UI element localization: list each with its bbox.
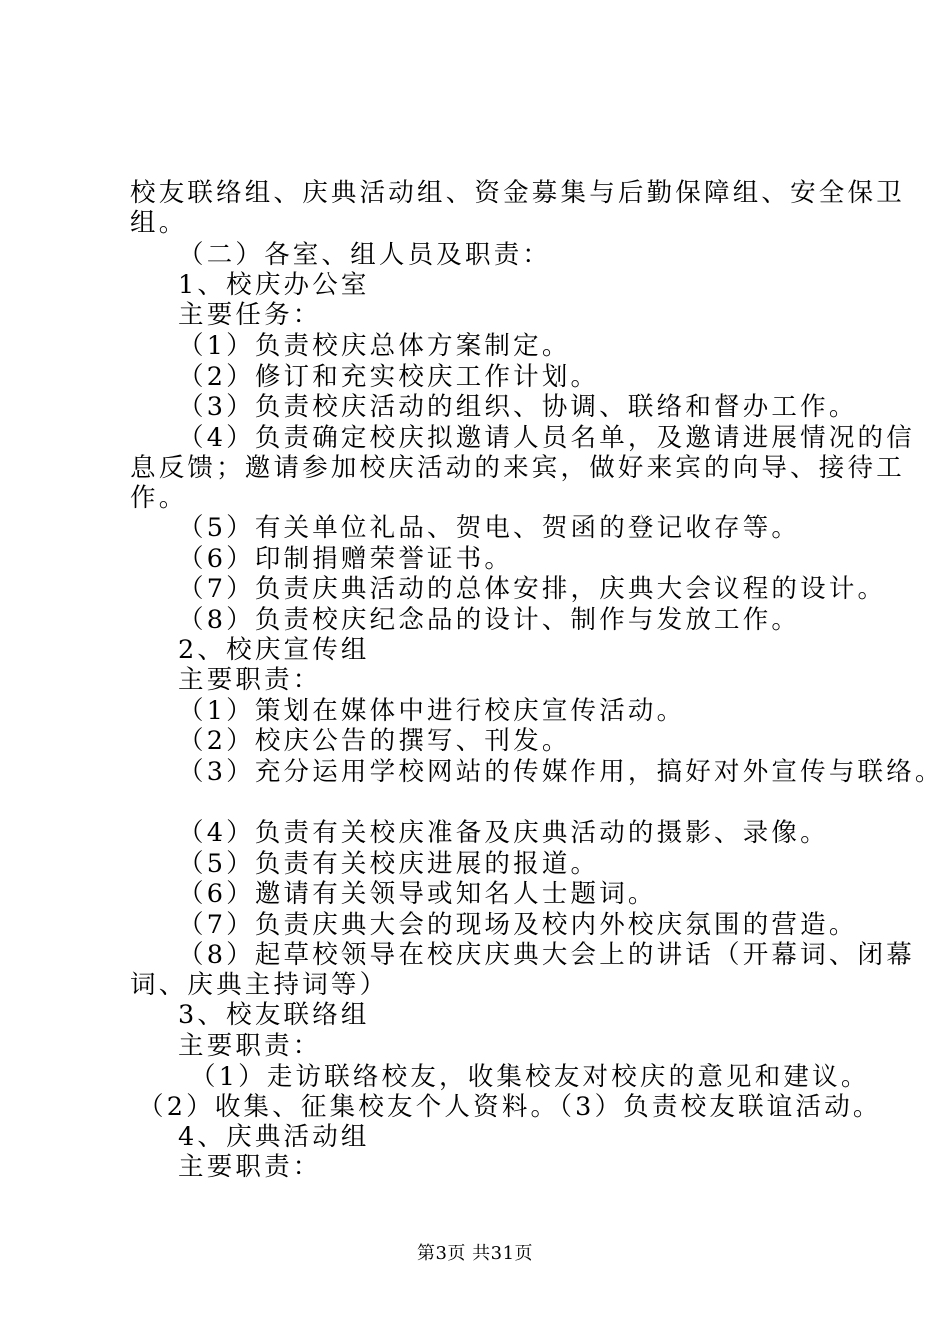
list-item: （2）收集、征集校友个人资料。（3）负责校友联谊活动。 (138, 1092, 882, 1122)
list-item: （5）负责有关校庆进展的报道。 (178, 849, 600, 879)
page-number-footer: 第3页 共31页 (416, 1243, 534, 1264)
paragraph-line: 校友联络组、庆典活动组、资金募集与后勤保障组、安全保卫 (130, 178, 905, 208)
paragraph-line: 息反馈；邀请参加校庆活动的来宾，做好来宾的向导、接待工 (130, 453, 905, 483)
section-heading: 3、校友联络组 (178, 1000, 370, 1030)
list-item: （7）负责庆典活动的总体安排，庆典大会议程的设计。 (178, 574, 887, 604)
list-item: （4）负责确定校庆拟邀请人员名单，及邀请进展情况的信 (178, 423, 915, 453)
list-item: （2）修订和充实校庆工作计划。 (178, 362, 600, 392)
paragraph-line: 作。 (130, 483, 188, 513)
section-heading: 4、庆典活动组 (178, 1122, 370, 1152)
list-item: （4）负责有关校庆准备及庆典活动的摄影、录像。 (178, 818, 829, 848)
list-item: （8）起草校领导在校庆庆典大会上的讲话（开幕词、闭幕 (178, 940, 915, 970)
subheading: 主要职责： (178, 1152, 322, 1182)
list-item: （3）充分运用学校网站的传媒作用，搞好对外宣传与联络。 (178, 757, 944, 787)
section-heading: （二）各室、组人员及职责： (178, 240, 552, 270)
list-item: （6）邀请有关领导或知名人士题词。 (178, 879, 657, 909)
list-item: （8）负责校庆纪念品的设计、制作与发放工作。 (178, 605, 801, 635)
paragraph-line: 组。 (130, 208, 188, 238)
list-item: （3）负责校庆活动的组织、协调、联络和督办工作。 (178, 392, 858, 422)
list-item: （1）走访联络校友，收集校友对校庆的意见和建议。 (190, 1062, 870, 1092)
list-item: （1）负责校庆总体方案制定。 (178, 331, 571, 361)
list-item: （5）有关单位礼品、贺电、贺函的登记收存等。 (178, 513, 801, 543)
subheading: 主要职责： (178, 665, 322, 695)
section-heading: 2、校庆宣传组 (178, 635, 370, 665)
list-item: （7）负责庆典大会的现场及校内外校庆氛围的营造。 (178, 910, 858, 940)
section-heading: 1、校庆办公室 (178, 270, 370, 300)
paragraph-line: 词、庆典主持词等） (130, 970, 389, 1000)
list-item: （6）印制捐赠荣誉证书。 (178, 544, 514, 574)
subheading: 主要职责： (178, 1031, 322, 1061)
subheading: 主要任务： (178, 300, 322, 330)
list-item: （1）策划在媒体中进行校庆宣传活动。 (178, 696, 686, 726)
list-item: （2）校庆公告的撰写、刊发。 (178, 726, 571, 756)
